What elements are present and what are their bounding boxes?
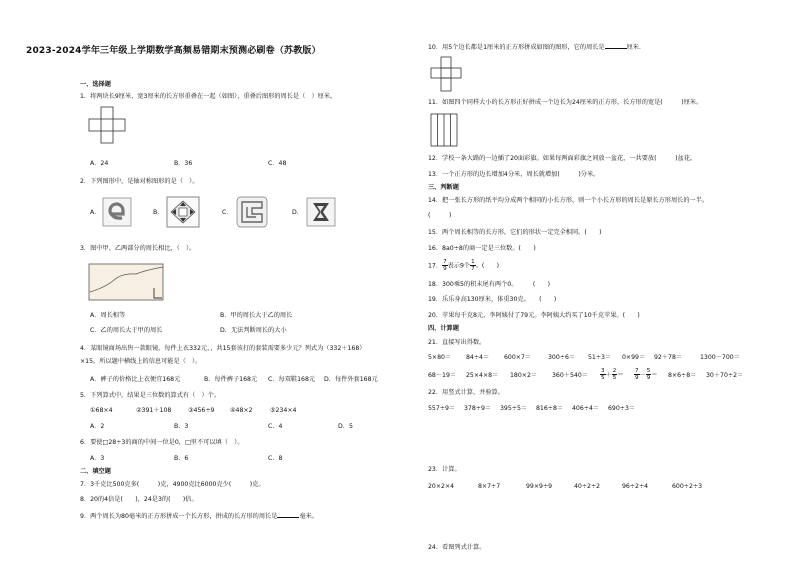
q2-label-c: C． [222,209,233,216]
maze-square-icon [236,196,268,228]
section-heading: 三、判断题 [428,184,459,191]
q5-option-c: C．4 [268,423,283,430]
q4-option-d: D．每件外套168元 [324,376,378,383]
fraction: $\frac{1}{7}$ [471,259,475,272]
q3-option-a: A．周长相等 [90,312,126,319]
q5-option-b: B．3 [174,423,189,430]
q2-label-a: A． [90,209,101,216]
q4-option-c: C．每双鞋168元 [268,376,316,383]
question-6: 6．要使□28÷3的商的中间一位是0，□里不可以填（ ）。 [80,439,244,446]
q4-option-a: A．裤子的价格比上衣便宜168元 [90,376,181,383]
calc-item: 180×2＝ [510,372,538,379]
irregular-figure [88,262,166,302]
calc-item: 40÷2÷2 [574,483,601,490]
q4-option-b: B．每件裤子168元 [204,376,258,383]
q5-option-d: D．5 [338,423,353,430]
calc-item: 378÷9＝ [464,405,492,412]
q5-item-4: ④48×2 [230,407,253,414]
question-3: 3．图中甲、乙两部分的周长相比，（ ）。 [80,245,196,252]
cross-net-figure [430,56,462,92]
question-7: 7．3千克比500克多( )克，4900克比6000克少( )克。 [80,481,265,488]
question-4-line1: 4．某眼镜商场出售一款眼镜，每件上衣332元，，共15套该打的套装需要多少元？列式为（332＋168） [80,345,366,352]
question-1: 1．将两块长9厘米、宽3厘米的长方形重叠在一起（如图），重叠后图形的周长是（ ）厘米。 [80,93,337,100]
fraction-calc-item: $\frac{3}{5}$ ＋ $\frac{2}{5}$ ＝ [601,368,624,381]
letter-e-icon [102,197,132,227]
calc-item: 395÷5＝ [500,405,528,412]
question-15: 15．两个周长相等的长方形，它们的形状一定完全相同。( ) [428,229,602,236]
question-23: 23．计算。 [428,466,461,473]
q3-option-b: B．甲的周长大于乙的周长 [220,312,293,319]
q1-option-c: C．48 [268,160,287,167]
question-22: 22．用竖式计算，并验算。 [428,389,504,396]
question-4-line2: ×15，所以题中横线上的信息可能是（ ）。 [80,358,202,365]
question-24: 24．看图列式计算。 [428,544,486,551]
question-8: 8．20的4倍是( )，24是3的( )倍。 [80,496,198,503]
q5-item-1: ①68×4 [90,407,113,414]
stripe-square-figure [430,113,458,147]
question-2: 2．下列图形中，是轴对称图形的是（ ）。 [80,178,199,185]
question-11: 11．如图四个同样大小的长方形正好拼成一个边长为24厘米的正方形，长方形的宽是( )厘米。 [428,99,703,106]
calc-item: 816÷8＝ [536,405,564,412]
question-20: 20．苹果每千克8元，李阿姨付了79元。李阿姨大约买了10千克苹果。( ) [428,312,640,319]
calc-item: 557÷9＝ [428,405,456,412]
calc-item: 92＋78＝ [654,354,683,361]
q1-option-b: B．36 [174,160,193,167]
q3-option-c: C．乙的周长大于甲的周长 [90,327,163,334]
fraction-calc-item: $\frac{7}{9}$ － $\frac{5}{9}$ ＝ [635,368,658,381]
page-title: 2023-2024学年三年级上学期数学高频易错期末预测必刷卷（苏教版） [26,46,321,56]
q5-option-a: A．2 [90,423,105,430]
calc-item: 96÷2÷4 [622,483,649,490]
arrow-diamond-icon [166,196,200,228]
question-16: 16．8a0÷8的商一定是三位数。( ) [428,245,536,252]
q5-item-5: ⑤234×4 [270,407,297,414]
calc-item: 690÷3＝ [608,405,636,412]
q1-option-a: A．24 [90,160,109,167]
fraction: $\frac{7}{9}$ [443,259,447,272]
calc-item: 30＋70÷2＝ [706,372,744,379]
section-heading: 一、选择题 [80,81,111,88]
question-5: 5．下列算式中，结果是三位数的算式有（ ）个。 [80,392,221,399]
q2-label-b: B． [153,209,164,216]
question-9: 9．两个周长为80毫米的正方形拼成一个长方形，拼成的长方形的周长是 毫米。 [80,513,318,520]
q5-item-2: ②391＋108 [136,407,172,414]
calc-item: 406÷4＝ [572,405,600,412]
question-18: 18．300乘5的积末尾有两个0。 ( ) [428,281,551,288]
question-21: 21．直接写出得数。 [428,339,486,346]
calc-item: 51÷3＝ [588,354,612,361]
calc-item: 84÷4＝ [466,354,490,361]
q3-option-d: D．无法判断周长的大小 [220,327,287,334]
calc-item: 99×9÷9 [526,483,553,490]
s-shape-icon [306,197,336,227]
question-13: 13．一个正方形的边长增加4分米，周长就增加( )分米。 [428,171,600,178]
calc-item: 300÷6＝ [548,354,576,361]
calc-item: 5×80＝ [428,354,452,361]
question-17: 17． $\frac{7}{9}$ 表示9个 $\frac{1}{7}$ 。( ) [428,259,500,272]
cross-figure [88,106,128,146]
question-12: 12．学校一条大路的一边插了20面彩旗。如果每两面彩旗之间放一盆花，一共要放( )盆花。 [428,155,697,162]
calc-item: 20×2×4 [428,483,455,490]
q2-label-d: D． [292,209,303,216]
calc-item: 360＋540＝ [552,372,588,379]
calc-item: 68－19＝ [428,372,457,379]
section-heading: 四、计算题 [428,325,459,332]
q6-option-b: B．6 [174,455,189,462]
calc-item: 600×7＝ [504,354,532,361]
calc-item: 8×7÷7 [478,483,501,490]
calc-item: 600÷2÷3 [672,483,703,490]
calc-item: 1300－700＝ [700,354,740,361]
q6-option-a: A．3 [90,455,105,462]
question-19: 19．乐乐身高130厘米，体重30克。 ( ) [428,296,557,303]
calc-item: 25×4×8＝ [466,372,499,379]
q6-option-c: C．8 [268,455,283,462]
question-14-line1: 14．把一张长方形的纸平均分成两个相同的小长方形，则一个小长方形的周长是原长方形周长的一半。 [428,197,709,204]
calc-item: 0×99＝ [622,354,646,361]
question-10: 10．用5个边长都是1厘米的正方形拼成如图的图形，它的周长是 厘米． [428,44,646,51]
question-14-line2: ( ) [428,212,452,219]
calc-item: 8×6÷8＝ [668,372,697,379]
q5-item-3: ③456÷9 [188,407,215,414]
section-heading: 二、填空题 [80,468,111,475]
